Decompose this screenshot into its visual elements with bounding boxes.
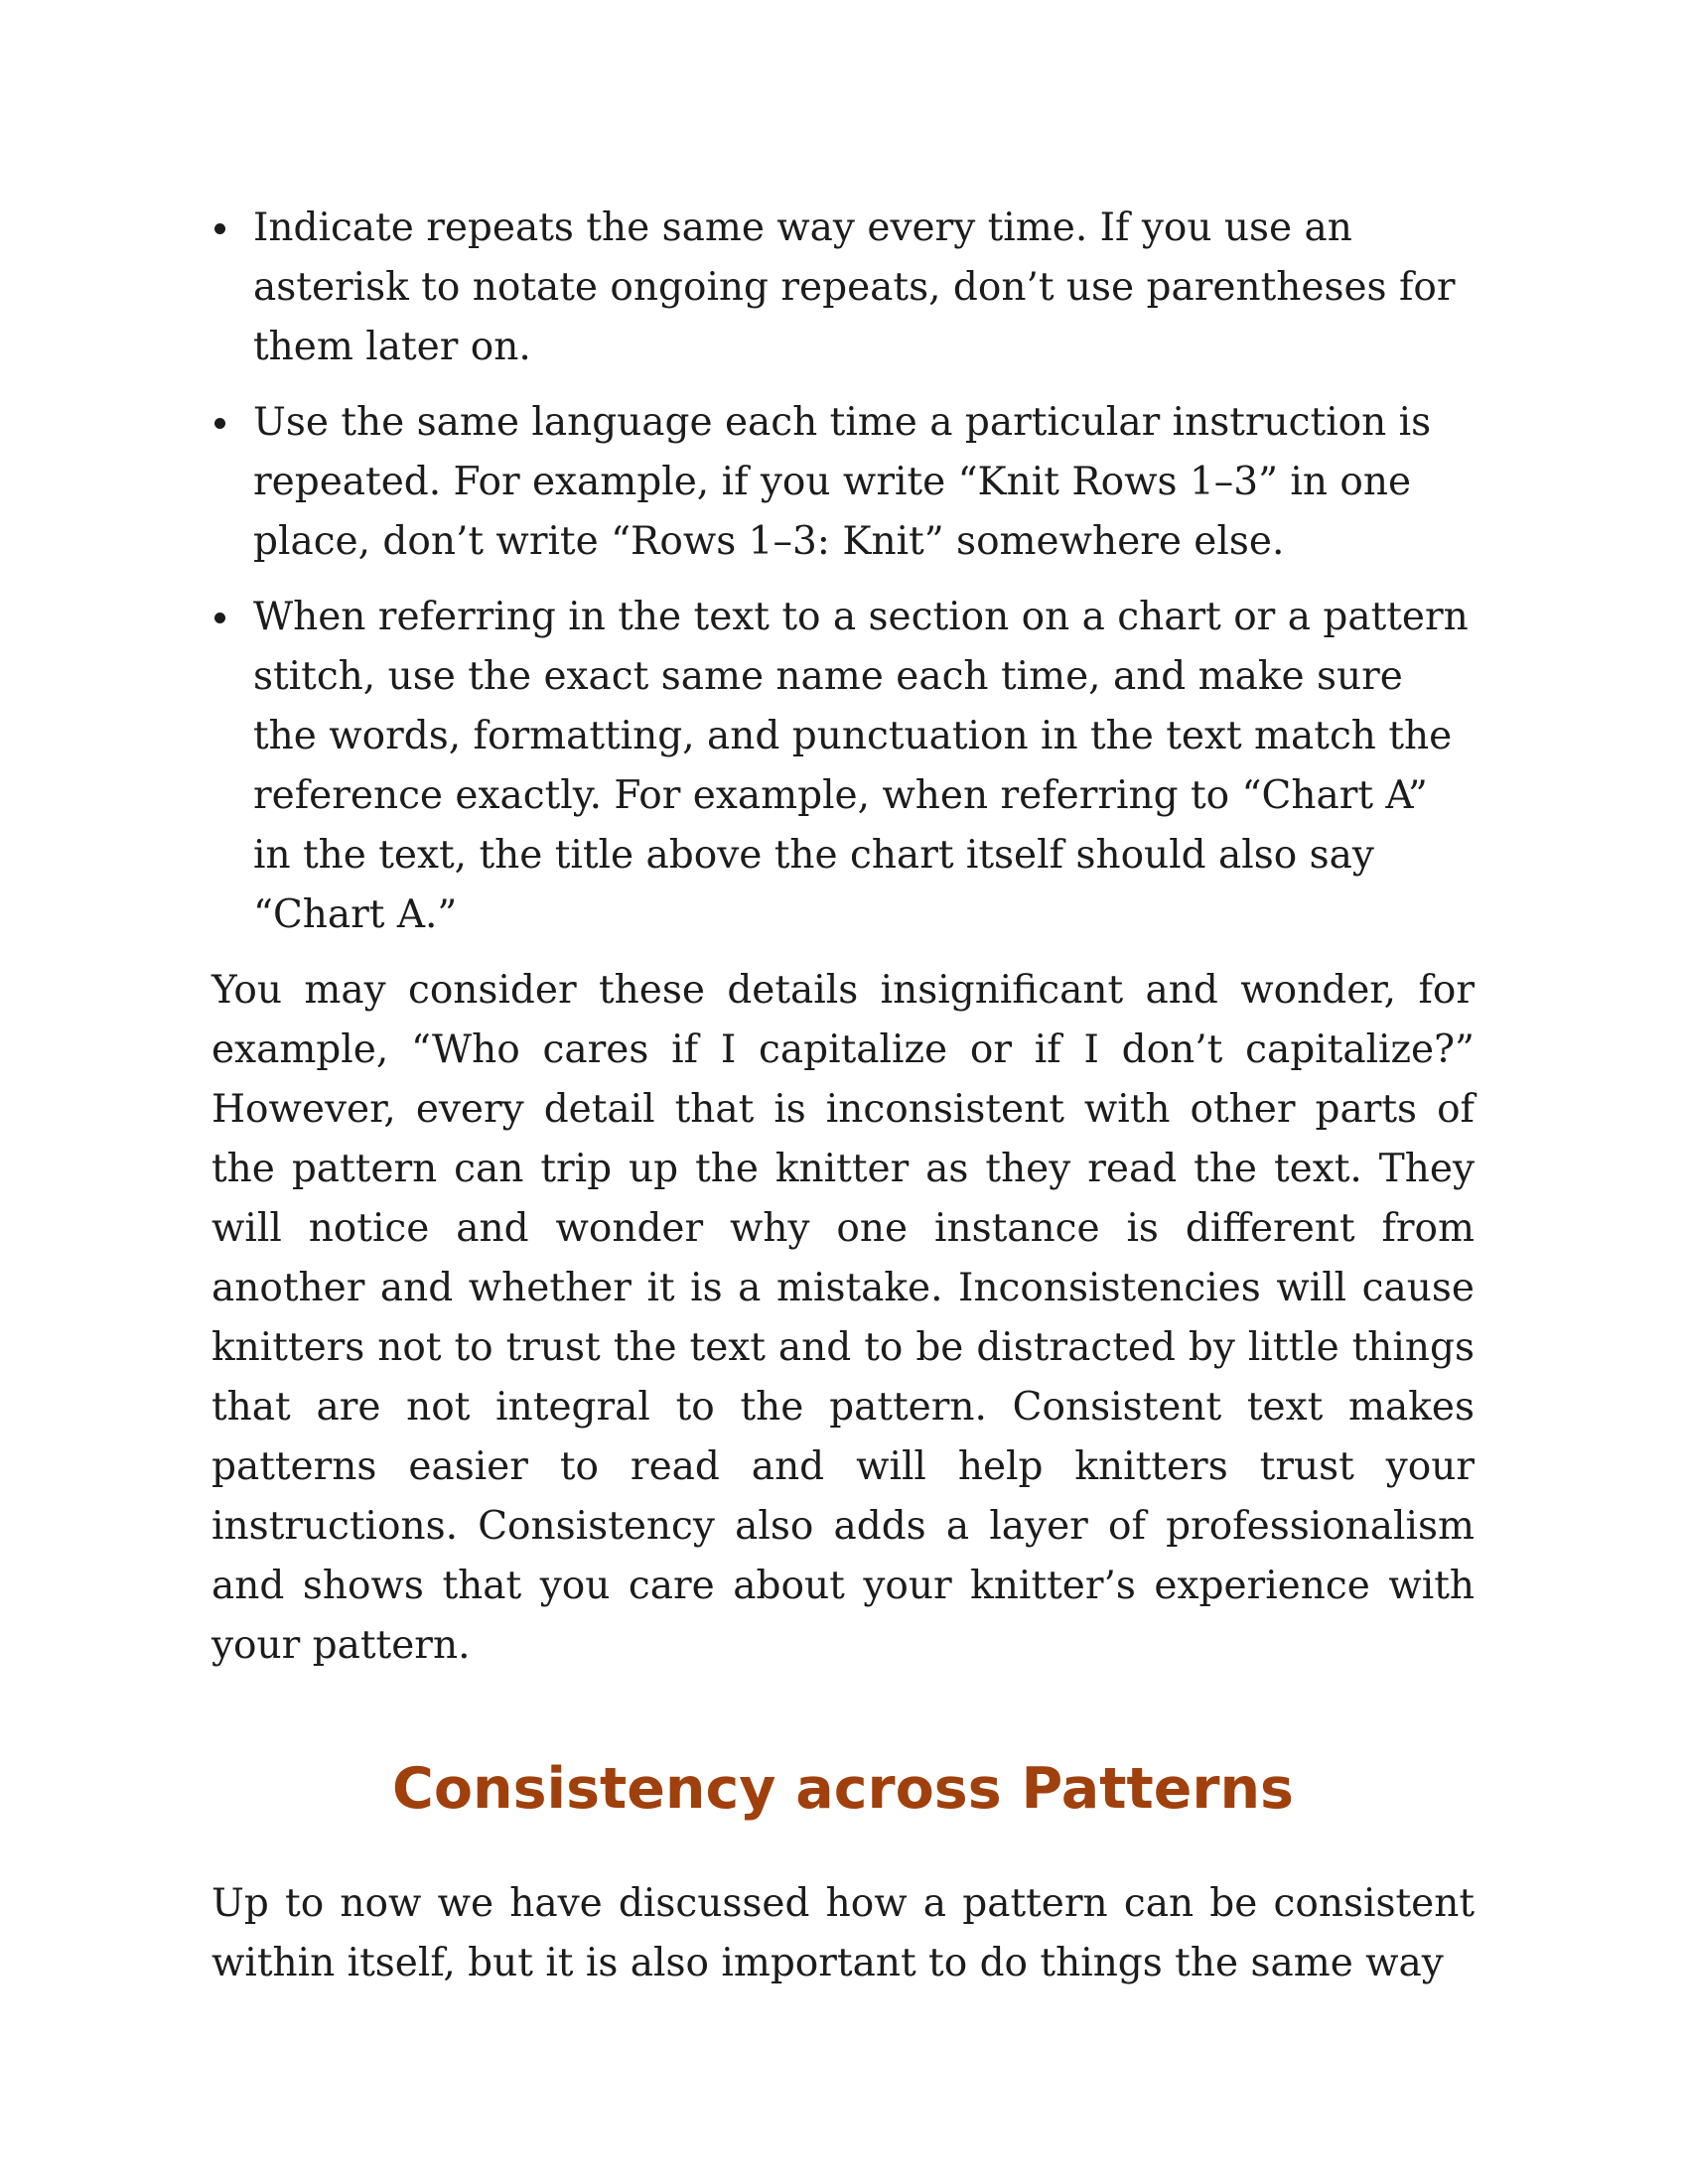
bullet-item bbox=[211, 393, 1475, 572]
bullet-text: Use the same language each time a particular instruction is repeated. For example, if you write “Knit Rows 1–3” in one place, don’t write “Rows 1–3: Knit” somewhere else. bbox=[253, 400, 1432, 564]
closing-paragraph: Up to now we have discussed how a pattern can be consistent within itself, but it is also important to do things the same way bbox=[211, 1881, 1475, 1985]
bullet-list bbox=[211, 199, 1475, 945]
bullet-icon bbox=[214, 223, 225, 234]
bullet-icon bbox=[214, 613, 225, 623]
bullet-item bbox=[211, 199, 1475, 377]
document-page bbox=[211, 199, 1475, 1993]
bullet-item bbox=[211, 588, 1475, 945]
bullet-text: Indicate repeats the same way every time. If you use an asterisk to notate ongoing repeats, don’t use parentheses for them later on. bbox=[253, 205, 1456, 369]
body-paragraph: You may consider these details insignificant and wonder, for example, “Who cares if I capitalize or if I don’t capitalize?” However, every detail that is inconsistent with other parts of the pattern can trip up the knitter as they read the text. They will notice and wonder why one instance is different from another and whether it is a mistake. Inconsistencies will cause knitters not to trust the text and to be distracted by little things that are not integral to the pattern. Consistent text makes patterns easier to read and will help knitters trust your instructions. Consistency also adds a layer of professionalism and shows that you care about your knitter’s experience with your pattern. bbox=[211, 968, 1475, 1668]
bullet-text: When referring in the text to a section on a chart or a pattern stitch, use the exact same name each time, and make sure the words, formatting, and punctuation in the text match the reference exactly. For example, when referring to “Chart A” in the text, the title above the chart itself should also say “Chart A.” bbox=[253, 595, 1469, 937]
section-heading: Consistency across Patterns bbox=[392, 1756, 1294, 1822]
bullet-icon bbox=[214, 418, 225, 429]
